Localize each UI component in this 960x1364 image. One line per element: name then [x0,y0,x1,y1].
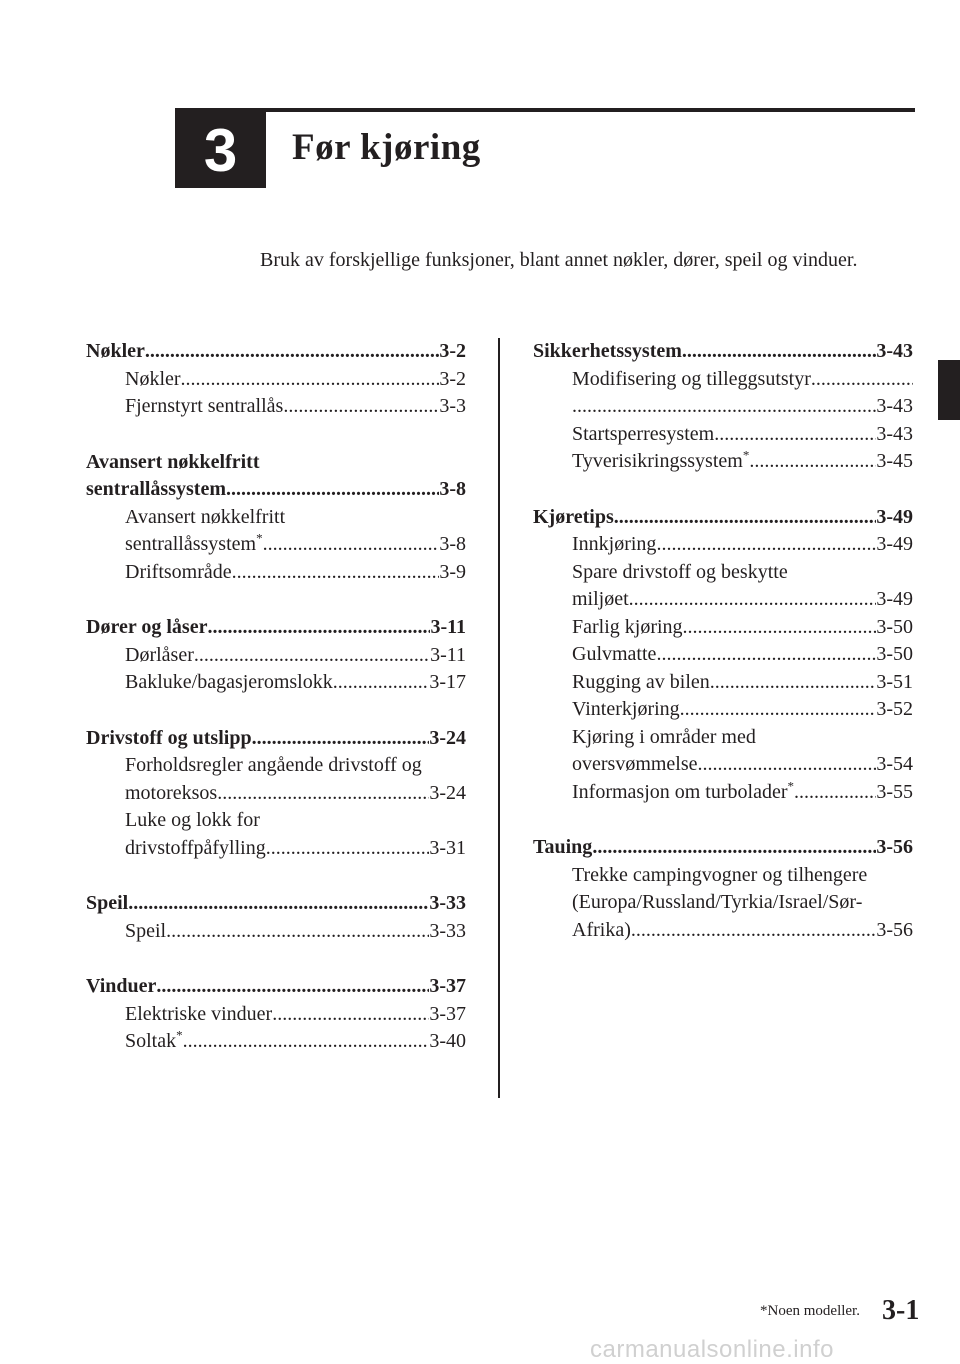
toc-page-number: 3-51 [876,670,913,693]
chapter-number: 3 [203,116,238,184]
toc-entry-title: Gulvmatte [572,643,657,665]
toc-entry [533,559,913,587]
toc-page-number: 3-50 [876,615,913,638]
toc-leader-dots [183,1028,430,1056]
toc-entry-title: Nøkler [125,367,181,390]
toc-entry[interactable] [533,751,913,779]
toc-entry[interactable] [86,531,466,559]
toc-entry-title: Fjernstyrt sentrallås [125,395,284,417]
toc-section-heading [86,449,466,477]
page-number: 3-1 [882,1295,920,1326]
toc-entry-title: Innkjøring [572,533,657,555]
toc-entry[interactable] [86,1001,466,1029]
toc-entry[interactable] [86,393,466,421]
toc-page-number: 3-8 [439,478,466,500]
toc-entry-title: Forholdsregler angående drivstoff og [125,754,422,776]
toc-section [86,614,466,697]
toc-leader-dots [156,973,429,1001]
toc-page-number: 3-49 [876,588,913,610]
toc-leader-dots [166,918,429,946]
chapter-number-box [175,112,266,188]
toc-leader-dots [266,835,430,863]
toc-page-number: 3-37 [429,1002,466,1025]
toc-entry-title: Sikkerhetssystem [533,340,682,362]
toc-entry-title: (Europa/Russland/Tyrkia/Israel/Sør- [572,891,863,913]
toc-entry-title: Speil [125,919,167,942]
toc-leader-dots [232,559,440,587]
toc-leader-dots [217,780,429,808]
toc-section [533,338,913,476]
toc-page-number: 3-2 [439,367,466,390]
toc-entry-title: sentrallåssystem* [125,531,263,555]
toc-right-column [533,338,913,972]
toc-leader-dots [614,504,877,532]
toc-entry-title: sentrallåssystem [86,478,226,500]
toc-leader-dots [283,393,439,421]
toc-entry-title: Avansert nøkkelfritt [86,450,260,473]
toc-section [86,449,466,587]
toc-page-number: 3-11 [430,616,466,638]
toc-entry[interactable] [86,366,466,394]
toc-entry [533,889,913,917]
toc-page-number: 3-31 [429,836,466,859]
footnote: *Noen modeller. [760,1303,860,1319]
toc-section [86,890,466,945]
toc-leader-dots [631,917,876,945]
toc-page-number: 3-3 [439,395,466,417]
toc-leader-dots [207,614,430,642]
toc-entry-title: Avansert nøkkelfritt [125,505,286,528]
toc-leader-dots [680,696,877,724]
toc-entry-title: Luke og lokk for [125,809,260,831]
toc-entry-title: Spare drivstoff og beskytte [572,560,788,583]
toc-section [533,504,913,807]
toc-leader-dots [181,366,440,394]
toc-section-heading[interactable] [86,725,466,753]
toc-entry [533,724,913,752]
toc-page-number: 3-33 [429,919,466,942]
toc-entry-title: Dørlåser [125,643,194,666]
toc-leader-dots [656,531,876,559]
toc-entry[interactable] [533,641,913,669]
toc-entry[interactable] [533,696,913,724]
toc-section-heading[interactable] [86,476,466,504]
toc-entry[interactable] [533,917,913,945]
toc-leader-dots [263,531,440,559]
footnote-asterisk: * [176,1028,183,1043]
toc-page-number: 3-56 [876,836,913,858]
toc-page-number: 3-11 [430,643,466,666]
toc-entry [86,752,466,780]
toc-entry-title: Driftsområde [125,560,232,583]
toc-entry[interactable] [86,669,466,697]
toc-section-heading[interactable] [533,834,913,862]
chapter-side-tab [938,360,960,420]
footnote-asterisk: * [742,448,750,463]
toc-entry-title: Drivstoff og utslipp [86,726,252,749]
toc-section-heading[interactable] [86,338,466,366]
toc-section [86,973,466,1056]
toc-entry[interactable] [533,586,913,614]
toc-entry [533,366,913,394]
toc-leader-dots [226,476,439,504]
toc-leader-dots [656,641,876,669]
toc-entry-title: Speil [86,892,129,914]
toc-entry-title: Modifisering og tilleggsutstyr [572,367,811,390]
toc-entry-title: drivstoffpåfylling [125,836,266,859]
toc-leader-dots [749,448,876,476]
toc-page-number: 3-56 [876,918,913,941]
toc-entry-title: Bakluke/bagasjeromslokk [125,671,333,693]
footnote-asterisk: * [256,531,263,546]
toc-entry-title: Vinduer [86,975,157,997]
toc-leader-dots [683,614,877,642]
toc-leader-dots [811,366,913,394]
toc-entry-title: Tyverisikringssystem* [572,448,750,472]
toc-page-number: 3-24 [429,781,466,804]
toc-entry[interactable] [86,835,466,863]
toc-entry[interactable] [533,669,913,697]
toc-leader-dots [710,669,877,697]
watermark: carmanualsonline.info [590,1336,834,1363]
toc-leader-dots [333,669,430,697]
toc-entry[interactable] [533,393,913,421]
toc-entry-title: oversvømmelse [572,753,698,775]
toc-leader-dots [128,890,429,918]
toc-entry-title: Kjøretips [533,505,614,528]
toc-entry[interactable] [533,614,913,642]
toc-left-column [86,338,466,1084]
toc-section-heading[interactable] [86,973,466,1001]
column-divider [498,338,500,1098]
toc-entry[interactable] [86,559,466,587]
toc-entry-title: Vinterkjøring [572,698,680,720]
toc-entry-title: Trekke campingvogner og tilhengere [572,863,868,886]
toc-entry [533,862,913,890]
toc-section-heading[interactable] [533,338,913,366]
toc-leader-dots [145,338,439,366]
toc-entry-title: Informasjon om turbolader* [572,778,794,803]
toc-entry-title: motoreksos [125,781,218,804]
toc-entry[interactable] [86,1028,466,1056]
toc-entry [86,807,466,835]
toc-page-number: 3-50 [876,643,913,665]
toc-entry-title: Rugging av bilen [572,670,710,693]
toc-section-heading[interactable] [533,504,913,532]
toc-entry-title: Soltak* [125,1028,183,1052]
toc-leader-dots [272,1001,429,1029]
toc-page-number: 3-40 [429,1030,466,1052]
toc-entry[interactable] [533,531,913,559]
toc-entry[interactable] [533,448,913,476]
toc-section [533,834,913,944]
toc-page-number: 3-33 [429,892,466,914]
footnote-asterisk: * [787,778,794,793]
toc-page-number: 3-52 [876,698,913,720]
toc-page-number: 3-45 [876,450,913,472]
toc-page-number: 3-37 [429,975,466,997]
chapter-title: Før kjøring [292,127,481,168]
toc-entry-title: Kjøring i områder med [572,725,756,748]
toc-leader-dots [629,586,877,614]
toc-leader-dots [698,751,877,779]
toc-page-number: 3-9 [439,560,466,583]
toc-leader-dots [714,421,876,449]
toc-page-number: 3-49 [876,533,913,555]
toc-page-number: 3-54 [876,753,913,775]
toc-leader-dots [682,338,876,366]
toc-leader-dots [194,642,430,670]
toc-section [86,338,466,421]
toc-entry-title: miljøet [572,588,629,610]
toc-entry-title: Afrika) [572,918,631,941]
toc-leader-dots [794,779,876,807]
toc-entry-title: Tauing [533,836,593,858]
toc-page-number: 3-43 [876,340,913,362]
toc-page-number: 3-55 [876,780,913,803]
toc-entry-title: Startsperresystem [572,422,715,445]
chapter-intro: Bruk av forskjellige funksjoner, blant annet nøkler, dører, speil og vinduer. [260,249,858,271]
toc-section-heading[interactable] [86,890,466,918]
toc-entry-title: Farlig kjøring [572,615,683,638]
toc-leader-dots [572,393,876,421]
toc-leader-dots [252,725,430,753]
toc-entry-title: Nøkler [86,340,145,362]
toc-entry-title: Elektriske vinduer [125,1002,273,1025]
toc-page-number: 3-49 [876,505,913,528]
toc-page-number: 3-43 [876,395,913,417]
header-rule [175,108,915,112]
toc-entry [86,504,466,532]
toc-section-heading[interactable] [86,614,466,642]
toc-section [86,725,466,863]
toc-entry[interactable] [86,642,466,670]
toc-entry[interactable] [533,421,913,449]
toc-page-number: 3-24 [429,726,466,749]
toc-page-number: 3-2 [439,340,466,362]
toc-entry[interactable] [86,918,466,946]
toc-leader-dots [592,834,876,862]
toc-page-number: 3-8 [439,533,466,555]
toc-page-number: 3-43 [876,422,913,445]
toc-page-number: 3-17 [429,671,466,693]
toc-entry-title: Dører og låser [86,616,208,638]
toc-entry[interactable] [86,780,466,808]
toc-entry[interactable] [533,779,913,807]
